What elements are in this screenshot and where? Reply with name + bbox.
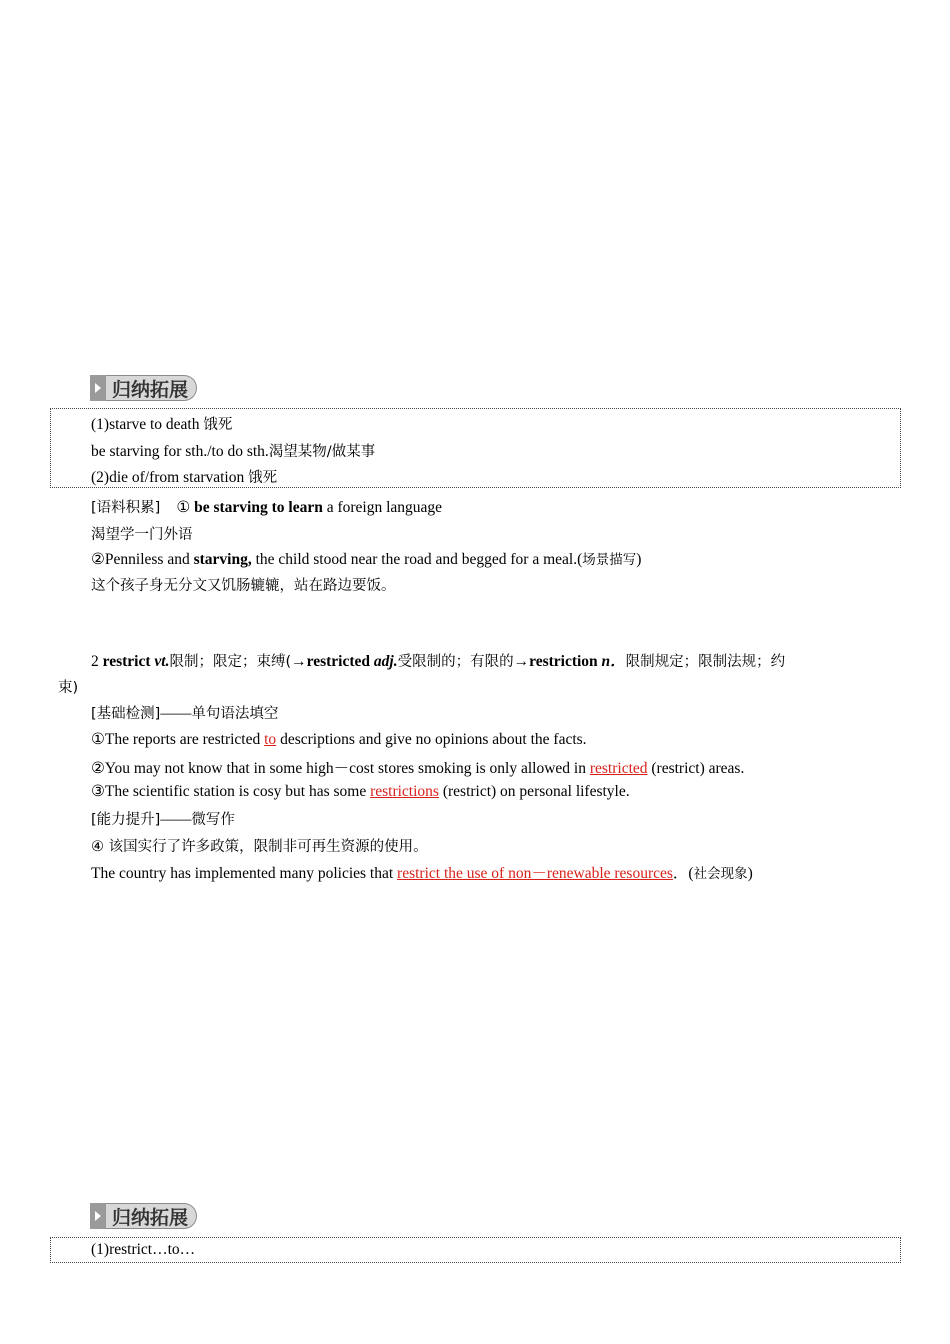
corpus-tag: [语料积累]	[91, 500, 161, 516]
summary-badge	[90, 375, 197, 401]
question-1: ①The reports are restricted to descriptions and give no opinions about the facts.	[91, 731, 587, 748]
play-arrow-icon	[90, 375, 106, 401]
corpus-example-2-translation: 这个孩子身无分文又饥肠辘辘，站在路边要饭。	[91, 578, 396, 594]
play-arrow-icon	[90, 1203, 106, 1229]
arrow-icon: →	[291, 653, 307, 670]
corpus-example-2: ②Penniless and starving, the child stood near the road and begged for a meal.(场景描写)	[91, 551, 642, 568]
answer-1: to	[264, 731, 277, 748]
badge-label: 归纳拓展	[106, 375, 197, 401]
summary-badge-2	[90, 1203, 197, 1229]
question-2: ②You may not know that in some high－cost stores smoking is only allowed in restricted (restrict) areas.	[91, 760, 745, 777]
box-line-2: be starving for sth./to do sth.渴望某物/做某事	[91, 443, 376, 460]
box-line-3: (2)die of/from starvation 饿死	[91, 469, 278, 486]
question-3: ③The scientific station is cosy but has some restrictions (restrict) on personal lifestyle.	[91, 783, 630, 800]
arrow-icon: →	[513, 653, 530, 670]
question-4-prompt: ④ 该国实行了许多政策，限制非可再生资源的使用。	[91, 839, 428, 855]
answer-2: restricted	[589, 760, 648, 777]
corpus-example-1-translation: 渴望学一门外语	[91, 527, 193, 543]
entry-heading: 2 restrict vt.限制；限定；束缚(→restricted adj.受限制的；有限的→restriction n．限制规定；限制法规；约	[91, 653, 786, 670]
box-line-1: (1)starve to death 饿死	[91, 416, 233, 433]
answer-4: restrict the use of non－renewable resources	[397, 865, 673, 882]
entry-heading-wrap: 束)	[58, 680, 79, 696]
corpus-example-1: [语料积累] ① be starving to learn a foreign language	[91, 499, 443, 516]
basic-test-heading: [基础检测]——单句语法填空	[91, 705, 279, 722]
badge-label-2: 归纳拓展	[106, 1203, 197, 1229]
ability-heading: [能力提升]——微写作	[91, 811, 235, 828]
question-4-answer-line: The country has implemented many policies that restrict the use of non－renewable resources．(社会现象)	[91, 865, 753, 882]
box2-line-1: (1)restrict…to…	[91, 1241, 196, 1258]
answer-3: restrictions	[370, 783, 439, 800]
